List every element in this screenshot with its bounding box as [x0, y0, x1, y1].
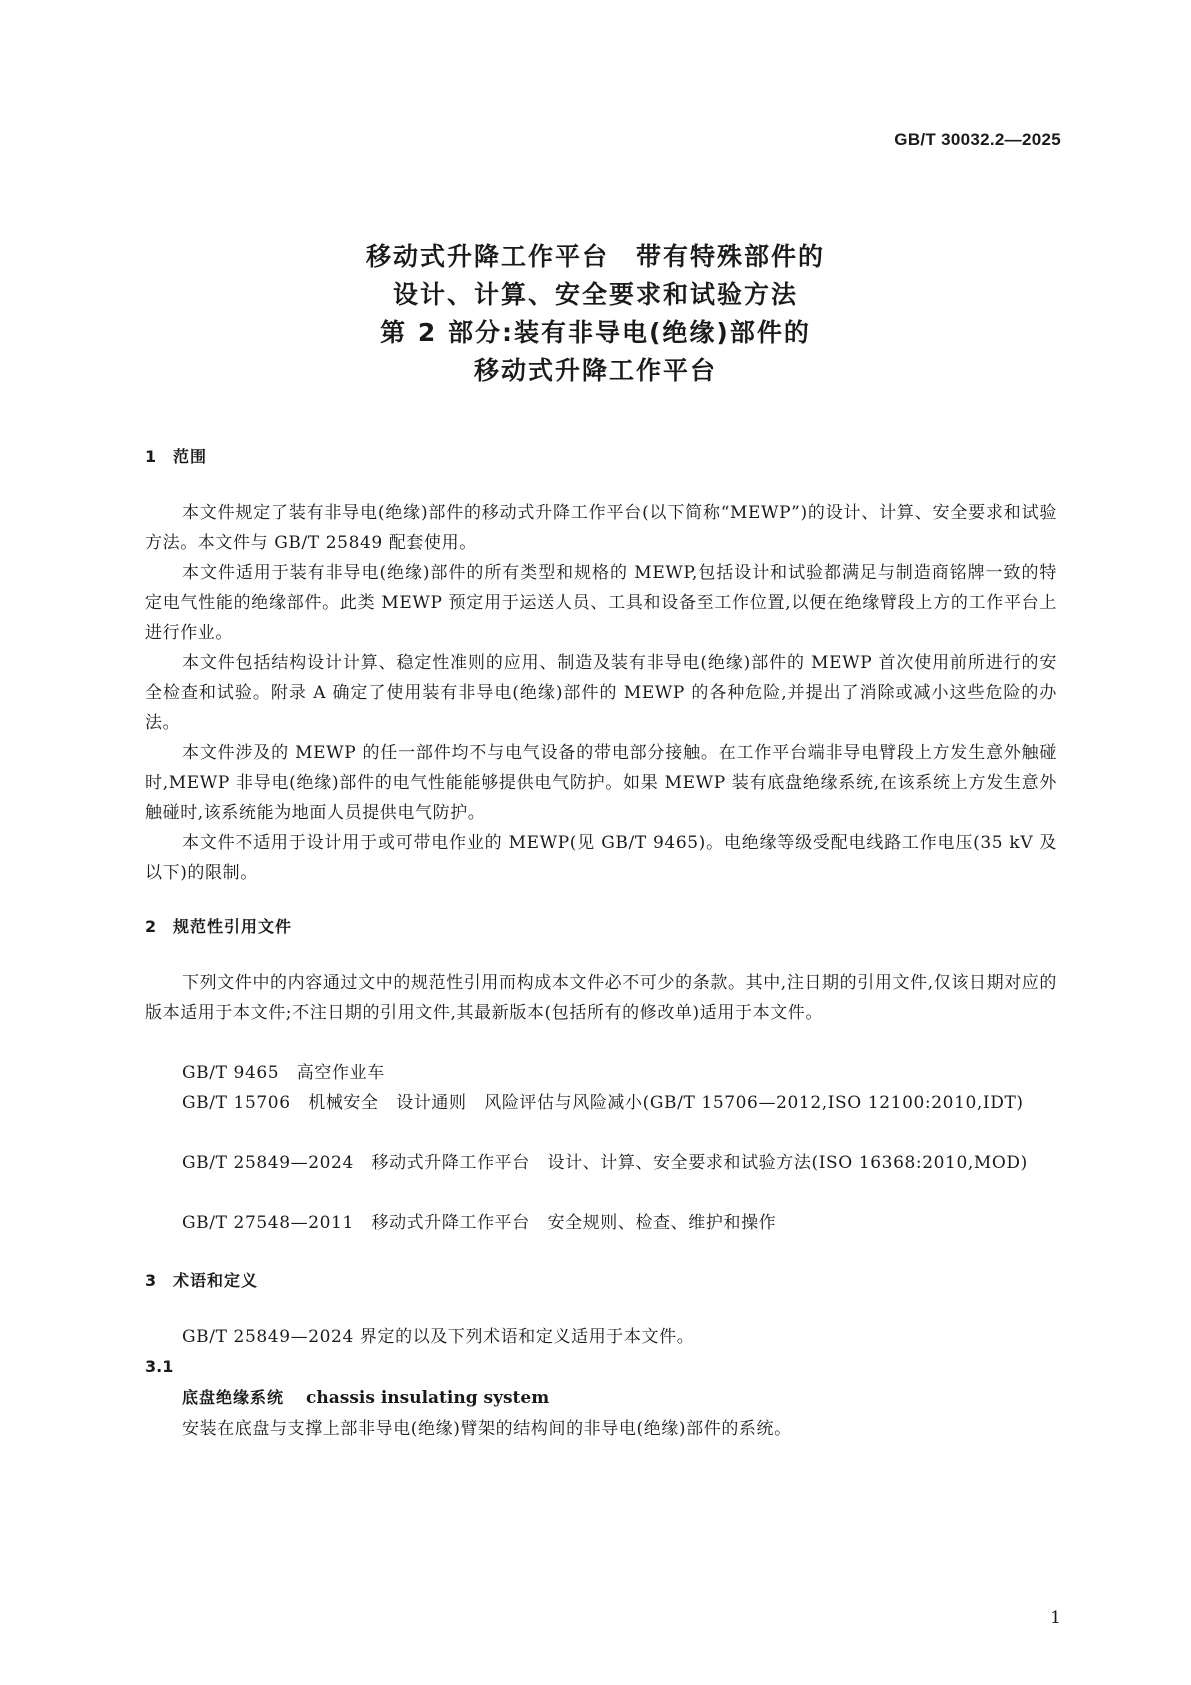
- section-number: 2: [145, 917, 158, 936]
- normative-reference: GB/T 25849—2024 移动式升降工作平台 设计、计算、安全要求和试验方法(ISO 16368:2010,MOD): [182, 1153, 1028, 1173]
- term-entry: [182, 1385, 549, 1408]
- normative-reference: GB/T 15706 机械安全 设计通则 风险评估与风险减小(GB/T 15706—2012,ISO 12100:2010,IDT): [182, 1093, 1024, 1113]
- section-1-paragraph: 本文件规定了装有非导电(绝缘)部件的移动式升降工作平台(以下简称“MEWP”)的设计、计算、安全要求和试验方法。本文件与 GB/T 25849 配套使用。: [145, 503, 1057, 553]
- term-english: chassis insulating system: [306, 1388, 550, 1408]
- section-title: 范围: [173, 447, 208, 466]
- normative-reference: GB/T 27548—2011 移动式升降工作平台 安全规则、检查、维护和操作: [182, 1213, 777, 1233]
- section-1-heading: [145, 444, 207, 467]
- term-chinese: 底盘绝缘系统: [182, 1388, 285, 1407]
- normative-reference: GB/T 9465 高空作业车: [182, 1063, 385, 1083]
- section-1-paragraph: 本文件不适用于设计用于或可带电作业的 MEWP(见 GB/T 9465)。电绝缘等级受配电线路工作电压(35 kV 及以下)的限制。: [145, 833, 1057, 883]
- title-line: 设计、计算、安全要求和试验方法: [392, 280, 798, 309]
- section-title: 规范性引用文件: [173, 917, 293, 936]
- title-line: 第 2 部分:装有非导电(绝缘)部件的: [380, 318, 811, 347]
- term-number: 3.1: [145, 1357, 174, 1376]
- section-number: 3: [145, 1271, 158, 1290]
- title-line: 移动式升降工作平台 带有特殊部件的: [365, 242, 825, 271]
- section-1-paragraph: 本文件适用于装有非导电(绝缘)部件的所有类型和规格的 MEWP,包括设计和试验都满足与制造商铭牌一致的特定电气性能的绝缘部件。此类 MEWP 预定用于运送人员、工具和设备至工作位置,以便在绝缘臂段上方的工作平台上进行作业。: [145, 563, 1057, 643]
- standard-code: GB/T 30032.2—2025: [894, 130, 1061, 149]
- section-2-heading: [145, 914, 292, 937]
- section-2-intro: 下列文件中的内容通过文中的规范性引用而构成本文件必不可少的条款。其中,注日期的引用文件,仅该日期对应的版本适用于本文件;不注日期的引用文件,其最新版本(包括所有的修改单)适用于本文件。: [145, 973, 1057, 1023]
- section-1-paragraph: 本文件涉及的 MEWP 的任一部件均不与电气设备的带电部分接触。在工作平台端非导电臂段上方发生意外触碰时,MEWP 非导电(绝缘)部件的电气性能能够提供电气防护。如果 MEWP 装有底盘绝缘系统,在该系统上方发生意外触碰时,该系统能为地面人员提供电气防护。: [145, 743, 1057, 823]
- page-number: 1: [1050, 1608, 1061, 1628]
- section-3-intro: GB/T 25849—2024 界定的以及下列术语和定义适用于本文件。: [182, 1327, 695, 1347]
- section-number: 1: [145, 447, 158, 466]
- section-3-heading: [145, 1268, 258, 1291]
- title-line: 移动式升降工作平台: [473, 356, 717, 385]
- term-definition: 安装在底盘与支撑上部非导电(绝缘)臂架的结构间的非导电(绝缘)部件的系统。: [182, 1419, 792, 1439]
- section-title: 术语和定义: [173, 1271, 259, 1290]
- section-1-paragraph: 本文件包括结构设计计算、稳定性准则的应用、制造及装有非导电(绝缘)部件的 MEWP 首次使用前所进行的安全检查和试验。附录 A 确定了使用装有非导电(绝缘)部件的 MEWP 的各种危险,并提出了消除或减小这些危险的办法。: [145, 653, 1057, 733]
- document-title: [0, 238, 1191, 390]
